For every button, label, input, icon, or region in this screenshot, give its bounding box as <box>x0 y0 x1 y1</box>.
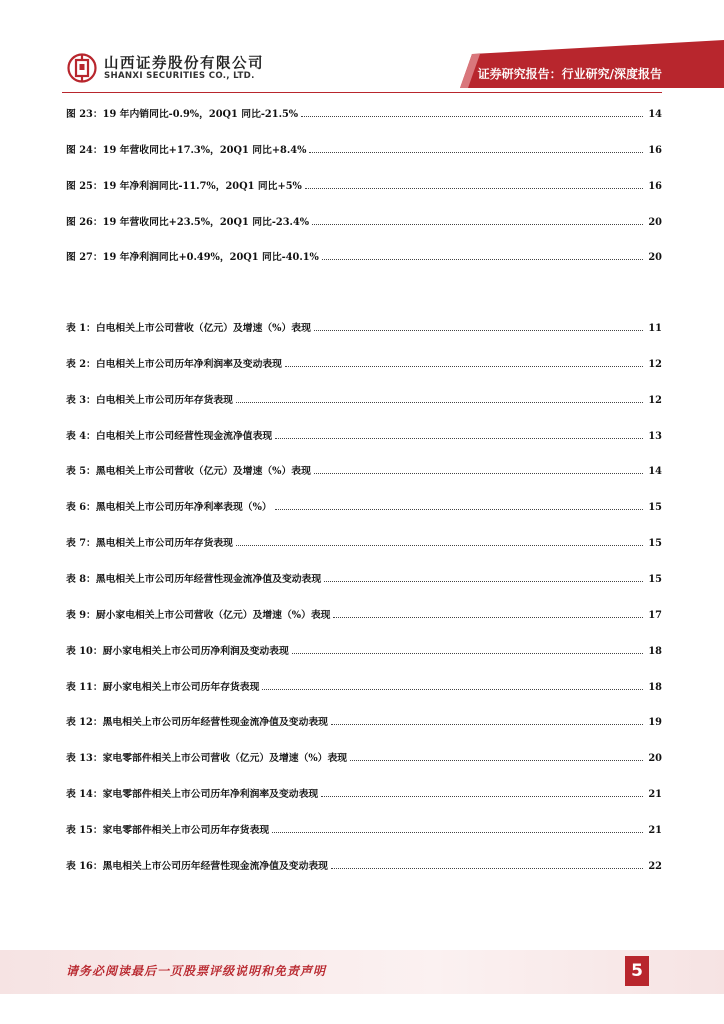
toc-leader-dots <box>275 437 643 439</box>
toc-entry-table[interactable] <box>66 820 662 836</box>
toc-entry-label: 图 25：19 年净利润同比-11.7%，20Q1 同比+5% <box>66 181 302 192</box>
toc-leader-dots <box>331 723 643 725</box>
toc-entry-label: 表 15：家电零部件相关上市公司历年存货表现 <box>66 825 270 836</box>
header-divider <box>62 92 662 93</box>
toc-entry-figure[interactable] <box>66 247 662 263</box>
toc-entry-label: 表 12：黑电相关上市公司历年经营性现金流净值及变动表现 <box>66 717 328 728</box>
toc-entry-label: 表 1：白电相关上市公司营收（亿元）及增速（%）表现 <box>66 323 311 334</box>
toc-entry-page: 21 <box>648 825 662 836</box>
toc-entry-table[interactable] <box>66 354 662 370</box>
toc-entry-table[interactable] <box>66 784 662 800</box>
toc-leader-dots <box>275 508 643 510</box>
report-type: 证券研究报告：行业研究/深度报告 <box>477 67 662 81</box>
toc-entry-label: 图 23：19 年内销同比-0.9%，20Q1 同比-21.5% <box>66 109 299 120</box>
toc-entry-page: 16 <box>648 181 662 192</box>
toc-entry-page: 20 <box>648 217 662 228</box>
toc-entry-page: 12 <box>648 395 662 406</box>
toc-entry-page: 16 <box>648 145 662 156</box>
toc-entry-table[interactable] <box>66 712 662 728</box>
toc-leader-dots <box>350 759 643 761</box>
toc-entry-page: 19 <box>648 717 662 728</box>
toc-entry-table[interactable] <box>66 533 662 549</box>
toc-entry-page: 14 <box>648 109 662 120</box>
toc-leader-dots <box>331 867 643 869</box>
toc-entry-page: 15 <box>648 502 662 513</box>
toc-entry-label: 图 24：19 年营收同比+17.3%，20Q1 同比+8.4% <box>66 145 307 156</box>
toc-entry-label: 表 11：厨小家电相关上市公司历年存货表现 <box>66 682 260 693</box>
toc-entry-label: 表 10：厨小家电相关上市公司历净利润及变动表现 <box>66 646 289 657</box>
toc-entry-table[interactable] <box>66 677 662 693</box>
toc-leader-dots <box>292 652 643 654</box>
toc-entry-page: 15 <box>648 574 662 585</box>
toc-entry-table[interactable] <box>66 641 662 657</box>
toc-entry-page: 15 <box>648 538 662 549</box>
toc-entry-page: 18 <box>648 682 662 693</box>
toc-entry-label: 图 27：19 年净利润同比+0.49%，20Q1 同比-40.1% <box>66 252 319 263</box>
toc-entry-page: 20 <box>648 252 662 263</box>
toc-entry-table[interactable] <box>66 318 662 334</box>
toc-entry-label: 图 26：19 年营收同比+23.5%，20Q1 同比-23.4% <box>66 217 310 228</box>
toc-entry-label: 表 6：黑电相关上市公司历年净利率表现（%） <box>66 502 272 513</box>
toc-leader-dots <box>236 544 643 546</box>
toc-leader-dots <box>333 616 643 618</box>
toc-entry-label: 表 4：白电相关上市公司经营性现金流净值表现 <box>66 431 273 442</box>
toc-leader-dots <box>285 365 643 367</box>
toc-leader-dots <box>312 223 643 225</box>
toc-entry-table[interactable] <box>66 569 662 585</box>
toc-entry-page: 20 <box>648 753 662 764</box>
toc-entry-figure[interactable] <box>66 140 662 156</box>
toc-leader-dots <box>305 187 643 189</box>
toc-entry-table[interactable] <box>66 605 662 621</box>
toc-entry-table[interactable] <box>66 856 662 872</box>
toc-leader-dots <box>324 580 643 582</box>
toc-entry-page: 18 <box>648 646 662 657</box>
toc-leader-dots <box>272 831 643 833</box>
toc-entry-page: 21 <box>648 789 662 800</box>
toc-leader-dots <box>314 472 643 474</box>
toc-entry-label: 表 14：家电零部件相关上市公司历年净利润率及变动表现 <box>66 789 319 800</box>
toc-entry-table[interactable] <box>66 497 662 513</box>
toc-entry-label: 表 9：厨小家电相关上市公司营收（亿元）及增速（%）表现 <box>66 610 331 621</box>
toc-entry-table[interactable] <box>66 390 662 406</box>
toc-entry-table[interactable] <box>66 748 662 764</box>
toc-entry-figure[interactable] <box>66 212 662 228</box>
toc-leader-dots <box>322 258 643 260</box>
toc-entry-table[interactable] <box>66 426 662 442</box>
toc-entry-page: 17 <box>648 610 662 621</box>
toc-entry-page: 13 <box>648 431 662 442</box>
toc-leader-dots <box>321 795 643 797</box>
toc-entry-label: 表 7：黑电相关上市公司历年存货表现 <box>66 538 233 549</box>
company-name-en: SHANXI SECURITIES CO., LTD. <box>104 71 255 81</box>
toc-entry-label: 表 5：黑电相关上市公司营收（亿元）及增速（%）表现 <box>66 466 311 477</box>
toc-entry-table[interactable] <box>66 461 662 477</box>
toc-leader-dots <box>314 329 643 331</box>
toc-entry-page: 22 <box>648 861 662 872</box>
toc-entry-page: 11 <box>648 323 662 334</box>
page-header <box>0 0 724 96</box>
toc-entry-label: 表 8：黑电相关上市公司历年经营性现金流净值及变动表现 <box>66 574 322 585</box>
toc-leader-dots <box>262 688 643 690</box>
toc-leader-dots <box>236 401 643 403</box>
toc-leader-dots <box>309 151 643 153</box>
toc-entry-label: 表 13：家电零部件相关上市公司营收（亿元）及增速（%）表现 <box>66 753 348 764</box>
toc-entry-page: 12 <box>648 359 662 370</box>
toc-entry-label: 表 2：白电相关上市公司历年净利润率及变动表现 <box>66 359 282 370</box>
toc-leader-dots <box>301 115 643 117</box>
toc-entry-figure[interactable] <box>66 176 662 192</box>
footer-disclaimer: 请务必阅读最后一页股票评级说明和免责声明 <box>66 964 327 978</box>
company-logo-icon <box>67 53 97 83</box>
toc-entry-figure[interactable] <box>66 104 662 120</box>
toc-entry-label: 表 16：黑电相关上市公司历年经营性现金流净值及变动表现 <box>66 861 328 872</box>
page-number: 5 <box>625 956 649 986</box>
company-name-cn: 山西证券股份有限公司 <box>104 56 264 72</box>
toc-entry-label: 表 3：白电相关上市公司历年存货表现 <box>66 395 233 406</box>
toc-entry-page: 14 <box>648 466 662 477</box>
